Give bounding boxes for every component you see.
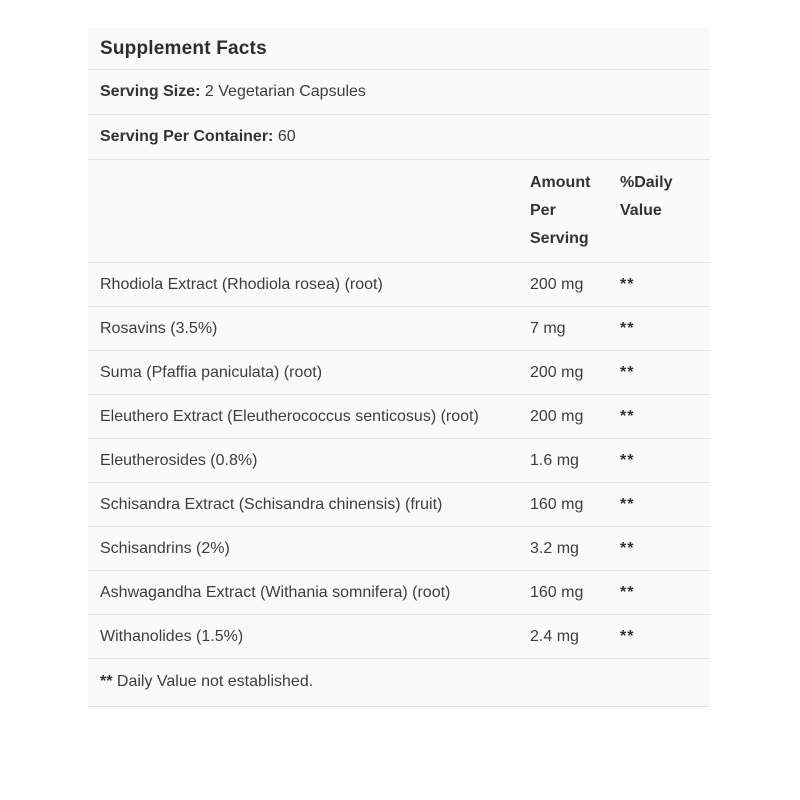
ingredient-amount: 3.2 mg (530, 540, 579, 557)
ingredient-amount: 200 mg (530, 276, 584, 293)
supplement-facts-table (88, 28, 710, 707)
ingredient-amount: 7 mg (530, 320, 566, 337)
column-header-row (88, 160, 710, 263)
ingredient-daily-value: ** (620, 452, 635, 469)
ingredient-name: Rosavins (3.5%) (100, 320, 218, 337)
serving-size-value: 2 Vegetarian Capsules (204, 83, 366, 100)
servings-per-container-row (88, 115, 710, 160)
ingredient-amount: 200 mg (530, 408, 584, 425)
ingredient-daily-value: ** (620, 408, 635, 425)
ingredient-name: Schisandrins (2%) (100, 540, 230, 557)
supplement-facts-title: Supplement Facts (88, 28, 710, 70)
ingredient-daily-value: ** (620, 364, 635, 381)
footnote-text: Daily Value not established. (116, 673, 314, 690)
ingredient-daily-value: ** (620, 540, 635, 557)
ingredient-row (88, 307, 710, 351)
ingredient-amount: 160 mg (530, 496, 584, 513)
ingredient-daily-value: ** (620, 276, 635, 293)
ingredient-amount: 2.4 mg (530, 628, 579, 645)
ingredient-name: Withanolides (1.5%) (100, 628, 244, 645)
ingredient-row (88, 527, 710, 571)
daily-value-header: %Daily Value (620, 174, 673, 219)
ingredient-row (88, 483, 710, 527)
servings-per-container-label: Serving Per Container: (100, 128, 278, 145)
ingredient-row (88, 615, 710, 659)
ingredient-amount: 200 mg (530, 364, 584, 381)
ingredient-daily-value: ** (620, 496, 635, 513)
ingredient-name: Schisandra Extract (Schisandra chinensis) (fruit) (100, 496, 443, 513)
ingredient-amount: 160 mg (530, 584, 584, 601)
serving-size-row (88, 70, 710, 115)
ingredient-name: Rhodiola Extract (Rhodiola rosea) (root) (100, 276, 383, 293)
footnote-symbol: ** (100, 673, 117, 690)
ingredient-daily-value: ** (620, 320, 635, 337)
ingredient-row (88, 263, 710, 307)
amount-per-serving-header: Amount Per Serving (530, 174, 591, 247)
ingredient-name: Ashwagandha Extract (Withania somnifera) (root) (100, 584, 451, 601)
ingredient-daily-value: ** (620, 584, 635, 601)
ingredient-name: Suma (Pfaffia paniculata) (root) (100, 364, 323, 381)
ingredient-amount: 1.6 mg (530, 452, 579, 469)
ingredient-daily-value: ** (620, 628, 635, 645)
ingredient-row (88, 571, 710, 615)
serving-size-label: Serving Size: (100, 83, 205, 100)
ingredient-row (88, 351, 710, 395)
servings-per-container-value: 60 (277, 128, 296, 145)
ingredient-name: Eleutherosides (0.8%) (100, 452, 258, 469)
footnote-row (88, 659, 710, 707)
ingredient-row (88, 439, 710, 483)
ingredient-row (88, 395, 710, 439)
ingredient-rows (88, 263, 710, 659)
ingredient-name: Eleuthero Extract (Eleutherococcus senticosus) (root) (100, 408, 479, 425)
